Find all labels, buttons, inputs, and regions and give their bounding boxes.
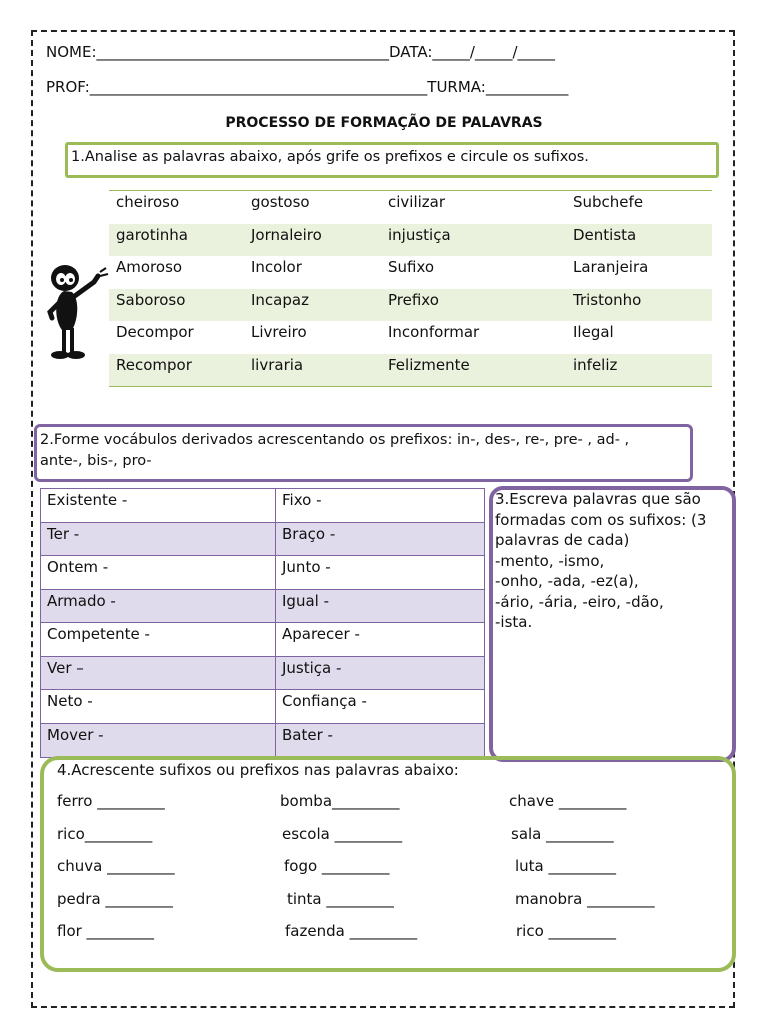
q4-word: bomba_________ [280, 792, 400, 810]
q4-word: rico _________ [516, 922, 617, 940]
table-row [109, 191, 712, 224]
table-cell: Incapaz [251, 290, 309, 309]
table-row [109, 289, 712, 322]
q3-line: -onho, -ada, -ez(a), [495, 572, 639, 590]
table-cell: Bater - [282, 725, 333, 744]
q3-line: -ário, -ária, -eiro, -dão, [495, 592, 664, 611]
table-cell: gostoso [251, 193, 310, 211]
q4-word: manobra _________ [515, 890, 655, 908]
table-cell: Dentista [573, 225, 637, 244]
q4-word: flor _________ [57, 922, 155, 940]
cartoon-figure-icon [42, 262, 110, 360]
table-row [109, 321, 712, 354]
q3-instruction [495, 489, 731, 633]
table-cell: Saboroso [116, 290, 186, 309]
table-row [109, 256, 712, 289]
q4-word: ferro _________ [57, 792, 165, 810]
table-cell: cheiroso [116, 193, 180, 211]
q3-line: -mento, -ismo, [495, 551, 605, 570]
table-cell: Recompor [116, 355, 192, 374]
table-cell: Competente - [47, 625, 150, 643]
table-cell: Confiança - [282, 692, 367, 710]
q4-word: escola _________ [282, 825, 403, 843]
table-cell: Sufixo [388, 258, 435, 276]
q3-line: 3.Escreva palavras que são [495, 490, 701, 508]
table-cell: Junto - [282, 558, 331, 576]
q3-line: formadas com os sufixos: (3 [495, 510, 707, 529]
table-cell: Mover - [47, 725, 104, 744]
table-cell: Livreiro [251, 323, 307, 341]
table-row [41, 623, 484, 657]
page-title: PROCESSO DE FORMAÇÃO DE PALAVRAS [225, 115, 543, 131]
q4-word: fazenda _________ [285, 922, 418, 940]
table-row [109, 354, 712, 387]
table-row [41, 556, 484, 590]
prof-turma-line: PROF:_____________________________________________TURMA:___________ [46, 78, 569, 96]
q4-word: fogo _________ [284, 857, 390, 875]
table-cell: Ilegal [573, 323, 614, 341]
table-cell: Ter - [47, 524, 80, 543]
q4-word: chave _________ [509, 792, 627, 810]
table-cell: Ver – [47, 658, 84, 677]
table-cell: Igual - [282, 591, 329, 610]
q1-word-table [109, 190, 712, 387]
table-cell: Decompor [116, 323, 194, 341]
table-cell: Armado - [47, 591, 116, 610]
q4-word: rico_________ [57, 825, 153, 843]
table-cell: Prefixo [388, 290, 439, 309]
table-row [41, 690, 484, 724]
table-cell: infeliz [573, 355, 618, 374]
table-row [41, 657, 484, 691]
table-cell: Inconformar [388, 323, 480, 341]
table-cell: Fixo - [282, 491, 322, 509]
table-cell: livraria [251, 355, 304, 374]
table-cell: Laranjeira [573, 258, 649, 276]
table-cell: Neto - [47, 692, 93, 710]
q4-instruction: 4.Acrescente sufixos ou prefixos nas palavras abaixo: [57, 761, 459, 779]
q4-word: pedra _________ [57, 890, 173, 908]
name-date-line: NOME:_______________________________________DATA:_____/_____/_____ [46, 43, 556, 61]
table-cell: Existente - [47, 491, 128, 509]
table-cell: Amoroso [116, 258, 183, 276]
table-row [41, 523, 484, 557]
q2-instruction-line1: 2.Forme vocábulos derivados acrescentando os prefixos: in-, des-, re-, pre- , ad- , [40, 432, 630, 448]
table-row [41, 590, 484, 624]
q4-word: sala _________ [511, 825, 614, 843]
table-cell: Subchefe [573, 193, 644, 211]
q4-word: tinta _________ [287, 890, 394, 908]
table-row [41, 724, 484, 758]
table-cell: Jornaleiro [251, 225, 322, 244]
table-cell: Tristonho [573, 290, 642, 309]
table-cell: Incolor [251, 258, 302, 276]
table-cell: civilizar [388, 193, 446, 211]
table-cell: Aparecer - [282, 625, 360, 643]
table-cell: Ontem - [47, 558, 109, 576]
table-cell: garotinha [116, 225, 188, 244]
q1-instruction: 1.Analise as palavras abaixo, após grife os prefixos e circule os sufixos. [71, 149, 589, 165]
q2-instruction-line2: ante-, bis-, pro- [40, 453, 152, 469]
table-cell: Felizmente [388, 355, 470, 374]
table-cell: Justiça - [282, 658, 342, 677]
q4-word: chuva _________ [57, 857, 175, 875]
table-row [109, 224, 712, 257]
table-cell: injustiça [388, 225, 451, 244]
q3-line: -ista. [495, 613, 533, 631]
q3-line: palavras de cada) [495, 531, 630, 549]
q2-prefix-table [40, 488, 485, 758]
table-cell: Braço - [282, 524, 336, 543]
table-row [41, 489, 484, 523]
q4-word: luta _________ [515, 857, 617, 875]
